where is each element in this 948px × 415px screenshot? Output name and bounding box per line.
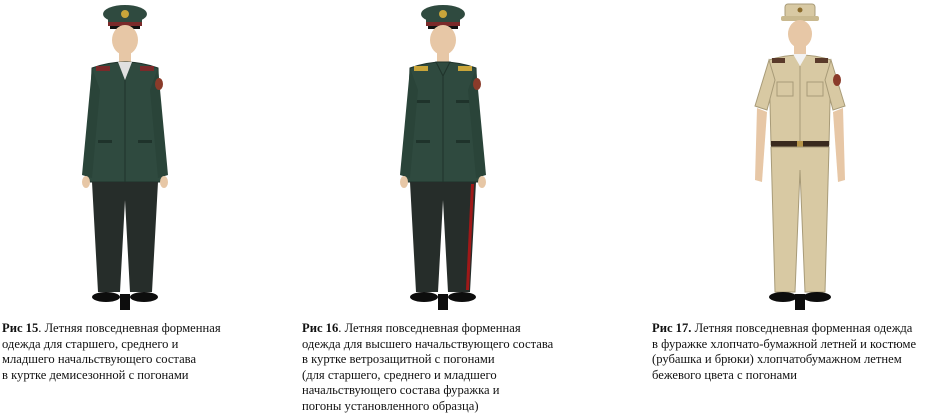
figure-number: Рис 15 xyxy=(2,321,39,335)
caption-line xyxy=(652,321,916,337)
caption-line: одежда для старшего, среднего и xyxy=(2,336,179,351)
caption-text: . Летняя повседневная форменная xyxy=(38,321,221,335)
caption-figure-15 xyxy=(2,321,221,383)
caption-line: в фуражке хлопчато-бумажной летней и костюме xyxy=(652,336,917,351)
caption-line: в куртке демисезонной с погонами xyxy=(2,367,189,382)
caption-line xyxy=(302,321,553,337)
caption-figure-16 xyxy=(302,321,553,415)
caption-figure-17 xyxy=(652,321,916,383)
caption-text: Летняя повседневная форменная одежда xyxy=(691,321,913,335)
uniform-figure-17 xyxy=(745,0,855,318)
caption-line: (для старшего, среднего и младшего xyxy=(302,367,497,382)
figure-number: Рис 17. xyxy=(652,321,692,335)
caption-line: погоны установленного образца) xyxy=(302,398,479,413)
caption-line xyxy=(2,321,221,337)
uniform-figure-15 xyxy=(70,0,180,318)
caption-line: бежевого цвета с погонами xyxy=(652,367,797,382)
caption-line: одежда для высшего начальствующего состава xyxy=(302,336,554,351)
caption-line: в куртке ветрозащитной с погонами xyxy=(302,352,495,367)
caption-text: . Летняя повседневная форменная xyxy=(338,321,521,335)
caption-line: младшего начальствующего состава xyxy=(2,352,197,367)
caption-line: начальствующего состава фуражка и xyxy=(302,383,500,398)
uniform-figure-16 xyxy=(388,0,498,318)
figure-number: Рис 16 xyxy=(302,321,339,335)
caption-line: (рубашка и брюки) хлопчатобумажном летнем xyxy=(652,352,902,367)
